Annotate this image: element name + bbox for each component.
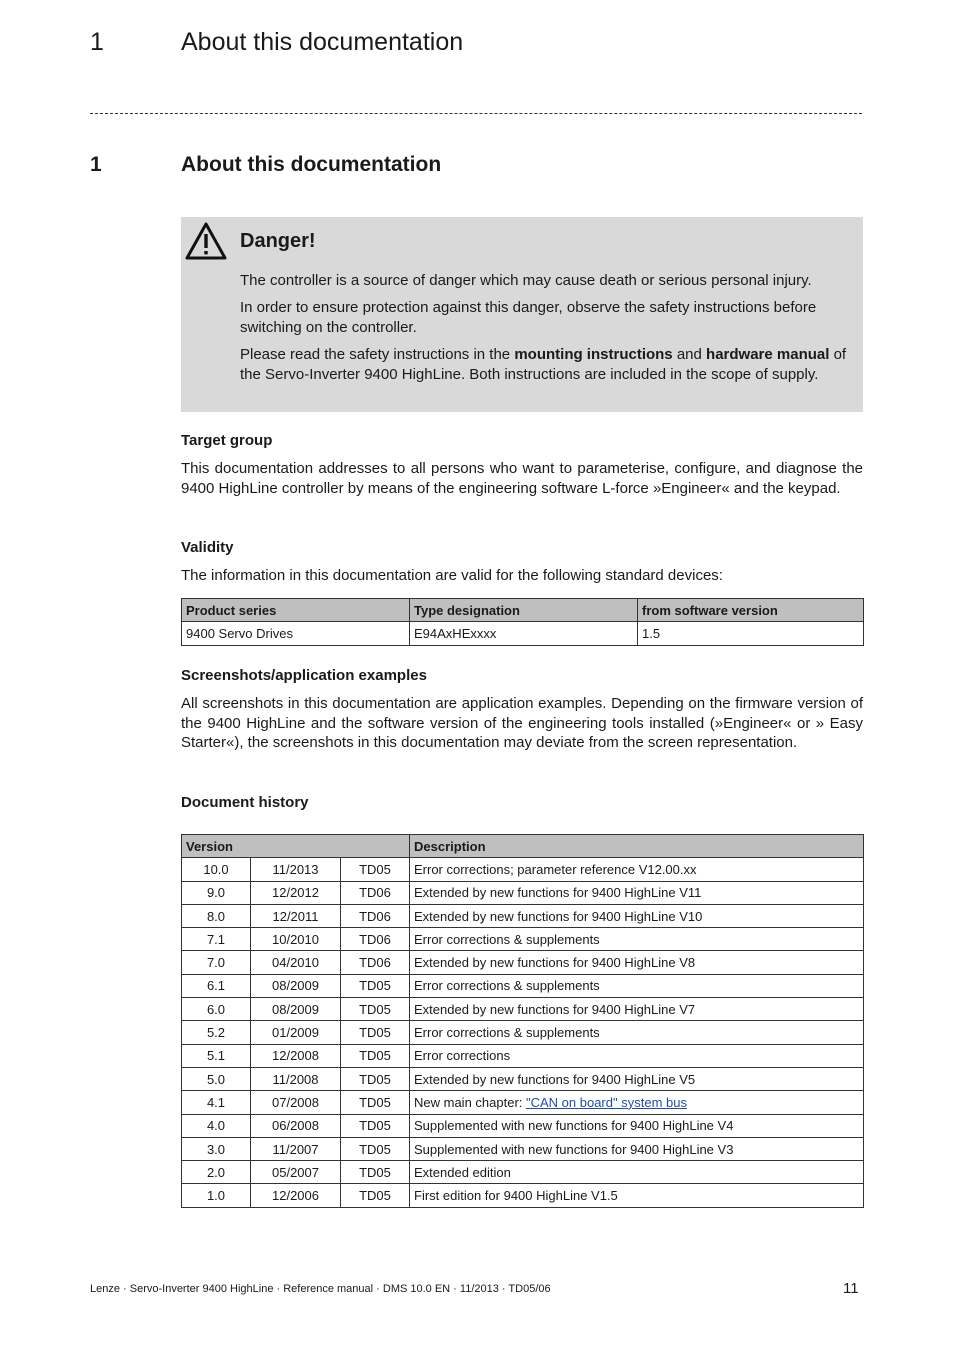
cell-date: [251, 928, 341, 951]
cell-date-text: 12/2012: [272, 885, 319, 901]
target-group-heading: Target group: [181, 432, 273, 449]
cell-description: [410, 998, 864, 1021]
cell-version: [182, 1114, 251, 1137]
cell-code: [341, 1021, 410, 1044]
cell-version-text: 10.0: [203, 861, 229, 877]
cell-date-text: 07/2008: [272, 1094, 319, 1110]
cell-description-text: First edition for 9400 HighLine V1.5: [414, 1188, 618, 1204]
table-row: [182, 928, 864, 951]
cell-version-text: 7.0: [206, 955, 226, 971]
cell-version: [182, 904, 251, 927]
table-row: [182, 1044, 864, 1067]
table-row: [182, 974, 864, 997]
cell-code: [341, 904, 410, 927]
section-title: About this documentation: [181, 153, 442, 176]
cell-type-designation: E94AxHExxxx: [410, 622, 638, 645]
cell-version-text: 6.0: [206, 1001, 226, 1017]
cell-description-text: Error corrections; parameter reference V12.00.xx: [414, 861, 697, 877]
cell-version-text: 1.0: [206, 1188, 226, 1204]
table-row: [182, 622, 864, 645]
validity-text: The information in this documentation are valid for the following standard devices:: [181, 567, 723, 584]
cell-description-text: Supplemented with new functions for 9400 HighLine V3: [414, 1141, 734, 1157]
cell-code: [341, 1161, 410, 1184]
page-number: 11: [843, 1280, 859, 1297]
validity-table: [181, 598, 864, 646]
danger-line-3: [240, 345, 850, 384]
danger-line-2: In order to ensure protection against this danger, observe the safety instructions before switching on the controller.: [240, 299, 817, 336]
hardware-manual-ref: hardware manual: [706, 346, 830, 363]
cell-date: [251, 904, 341, 927]
table-row: [182, 1067, 864, 1090]
cell-version-text: 5.1: [206, 1048, 226, 1064]
cell-code: [341, 974, 410, 997]
cell-code: [341, 928, 410, 951]
cell-version: [182, 974, 251, 997]
cell-description: [410, 1044, 864, 1067]
table-row: [182, 881, 864, 904]
cell-version: [182, 881, 251, 904]
cell-code-text: TD05: [359, 1025, 391, 1041]
cell-date-text: 08/2009: [272, 978, 319, 994]
cell-description-text: Extended by new functions for 9400 HighLine V8: [414, 955, 696, 971]
table-row: [182, 1137, 864, 1160]
col-version: Version: [182, 835, 410, 858]
danger-title: Danger!: [240, 230, 316, 252]
cell-code: [341, 951, 410, 974]
cell-date-text: 12/2006: [272, 1188, 319, 1204]
cell-date-text: 11/2007: [272, 1141, 319, 1157]
cell-date: [251, 1184, 341, 1207]
cell-code: [341, 1184, 410, 1207]
cell-version-text: 9.0: [206, 885, 226, 901]
cell-version: [182, 928, 251, 951]
cell-version-text: 5.0: [206, 1071, 226, 1087]
table-row: [182, 1091, 864, 1114]
table-row: [182, 951, 864, 974]
mounting-instructions-ref: mounting instructions: [514, 346, 673, 363]
cell-code-text: TD05: [359, 1164, 391, 1180]
cell-description: [410, 1067, 864, 1090]
cell-version: [182, 858, 251, 881]
cell-code-text: TD05: [359, 1001, 391, 1017]
cell-date-text: 12/2008: [272, 1048, 319, 1064]
cell-code-text: TD05: [359, 1118, 391, 1134]
cell-description-text: Error corrections & supplements: [414, 978, 600, 994]
cell-description-text: Error corrections & supplements: [414, 1025, 600, 1041]
cell-code-text: TD05: [359, 1071, 391, 1087]
cell-date: [251, 1114, 341, 1137]
cell-date-text: 05/2007: [272, 1164, 319, 1180]
cell-version: [182, 1091, 251, 1114]
cell-version-text: 4.1: [206, 1094, 226, 1110]
cell-version: [182, 1184, 251, 1207]
cell-date: [251, 951, 341, 974]
cell-description: [410, 858, 864, 881]
footer-text: Lenze · Servo-Inverter 9400 HighLine · Reference manual · DMS 10.0 EN · 11/2013 · TD05/06: [90, 1283, 551, 1295]
history-rows: [182, 858, 864, 1207]
cell-code-text: TD06: [359, 885, 391, 901]
target-group-text: This documentation addresses to all persons who want to parameterise, configure, and diagnose the 9400 HighLine controller by means of the engineering software L-force »Engineer« and the keypad.: [181, 460, 863, 497]
table-row: [182, 904, 864, 927]
cell-code: [341, 1114, 410, 1137]
cell-code-text: TD05: [359, 1141, 391, 1157]
col-product-series: Product series: [182, 599, 410, 622]
cell-version-text: 4.0: [206, 1118, 226, 1134]
cell-description: [410, 1114, 864, 1137]
col-software-version: from software version: [638, 599, 864, 622]
cell-date-text: 08/2009: [272, 1001, 319, 1017]
cell-software-version: 1.5: [638, 622, 864, 645]
cell-code-text: TD05: [359, 861, 391, 877]
screenshots-text: All screenshots in this documentation are application examples. Depending on the firmware version of the 9400 HighLine and the software version of the engineering tools installed (»Engineer« or » Easy Starter«), the screenshots in this documentation may deviate from the screen representation.: [181, 695, 863, 751]
cell-description-text: New main chapter:: [414, 1094, 526, 1110]
cell-description: [410, 974, 864, 997]
cell-date: [251, 881, 341, 904]
danger-line-1: The controller is a source of danger which may cause death or serious personal injury.: [240, 272, 812, 289]
cell-description-text: Extended by new functions for 9400 HighLine V5: [414, 1071, 696, 1087]
validity-heading: Validity: [181, 539, 234, 556]
cell-description: [410, 928, 864, 951]
document-history-table: [181, 834, 864, 1208]
cell-description: [410, 1184, 864, 1207]
cell-description: [410, 1137, 864, 1160]
cell-date-text: 11/2008: [272, 1071, 319, 1087]
cell-version-text: 3.0: [206, 1141, 226, 1157]
cell-description-text: Error corrections: [414, 1048, 511, 1064]
cell-description: [410, 951, 864, 974]
cell-date-text: 06/2008: [272, 1118, 319, 1134]
section-number: 1: [90, 153, 102, 176]
history-header-row: [182, 835, 864, 858]
cell-version: [182, 1161, 251, 1184]
cell-code: [341, 881, 410, 904]
cell-code-text: TD06: [359, 955, 391, 971]
danger-line-3-text-b: and: [672, 346, 707, 363]
document-history-heading: Document history: [181, 794, 309, 811]
cell-date: [251, 1044, 341, 1067]
danger-line-3-text-c: of the Servo-Inverter 9400 HighLine. Both instructions are included in the scope of supply.: [240, 346, 847, 383]
cell-date-text: 10/2010: [272, 931, 319, 947]
table-row: [182, 1021, 864, 1044]
cell-date: [251, 998, 341, 1021]
cell-date-text: 11/2013: [272, 861, 319, 877]
cell-date: [251, 1021, 341, 1044]
cell-version-text: 6.1: [206, 978, 226, 994]
cell-version-text: 8.0: [206, 908, 226, 924]
cell-date-text: 04/2010: [272, 955, 319, 971]
col-description: Description: [410, 835, 864, 858]
cell-date: [251, 974, 341, 997]
cell-product-series: 9400 Servo Drives: [182, 622, 410, 645]
cell-version: [182, 951, 251, 974]
header-divider: [90, 113, 862, 114]
cell-description-text: Extended by new functions for 9400 HighLine V11: [414, 885, 702, 901]
cell-date: [251, 858, 341, 881]
table-row: [182, 858, 864, 881]
cell-date: [251, 1091, 341, 1114]
col-type-designation: Type designation: [410, 599, 638, 622]
cell-date: [251, 1161, 341, 1184]
cell-code: [341, 1137, 410, 1160]
cell-version: [182, 1021, 251, 1044]
table-row: [182, 998, 864, 1021]
cell-description-text: Supplemented with new functions for 9400 HighLine V4: [414, 1118, 734, 1134]
validity-header-row: [182, 599, 864, 622]
cell-description-text: Extended by new functions for 9400 HighLine V7: [414, 1001, 696, 1017]
cell-description: [410, 1161, 864, 1184]
cell-description-text: Error corrections & supplements: [414, 931, 600, 947]
cell-code-text: TD05: [359, 1094, 391, 1110]
cell-version-text: 7.1: [206, 931, 226, 947]
cell-code-text: TD05: [359, 978, 391, 994]
cell-description: [410, 904, 864, 927]
cell-version: [182, 1067, 251, 1090]
warning-triangle-icon: [185, 222, 227, 260]
cell-code: [341, 998, 410, 1021]
table-row: [182, 1184, 864, 1207]
cell-date: [251, 1067, 341, 1090]
can-on-board-system-bus-link[interactable]: "CAN on board" system bus: [526, 1094, 687, 1110]
cell-code-text: TD06: [359, 931, 391, 947]
cell-code: [341, 858, 410, 881]
cell-date-text: 01/2009: [272, 1025, 319, 1041]
cell-version-text: 5.2: [206, 1025, 226, 1041]
cell-date: [251, 1137, 341, 1160]
cell-description: [410, 881, 864, 904]
cell-version: [182, 998, 251, 1021]
cell-code-text: TD06: [359, 908, 391, 924]
table-row: [182, 1114, 864, 1137]
cell-version: [182, 1044, 251, 1067]
cell-version: [182, 1137, 251, 1160]
cell-description-text: Extended by new functions for 9400 HighLine V10: [414, 908, 703, 924]
cell-code: [341, 1044, 410, 1067]
cell-code: [341, 1091, 410, 1114]
running-header-chapter-title: About this documentation: [181, 28, 464, 56]
cell-date-text: 12/2011: [272, 908, 319, 924]
cell-description: [410, 1091, 864, 1114]
cell-description: [410, 1021, 864, 1044]
running-header-chapter-number: 1: [90, 28, 104, 56]
danger-line-3-text-a: Please read the safety instructions in the: [240, 346, 515, 363]
screenshots-heading: Screenshots/application examples: [181, 667, 427, 684]
table-row: [182, 1161, 864, 1184]
cell-code-text: TD05: [359, 1188, 391, 1204]
cell-code: [341, 1067, 410, 1090]
cell-code-text: TD05: [359, 1048, 391, 1064]
cell-version-text: 2.0: [206, 1164, 226, 1180]
cell-description-text: Extended edition: [414, 1164, 511, 1180]
